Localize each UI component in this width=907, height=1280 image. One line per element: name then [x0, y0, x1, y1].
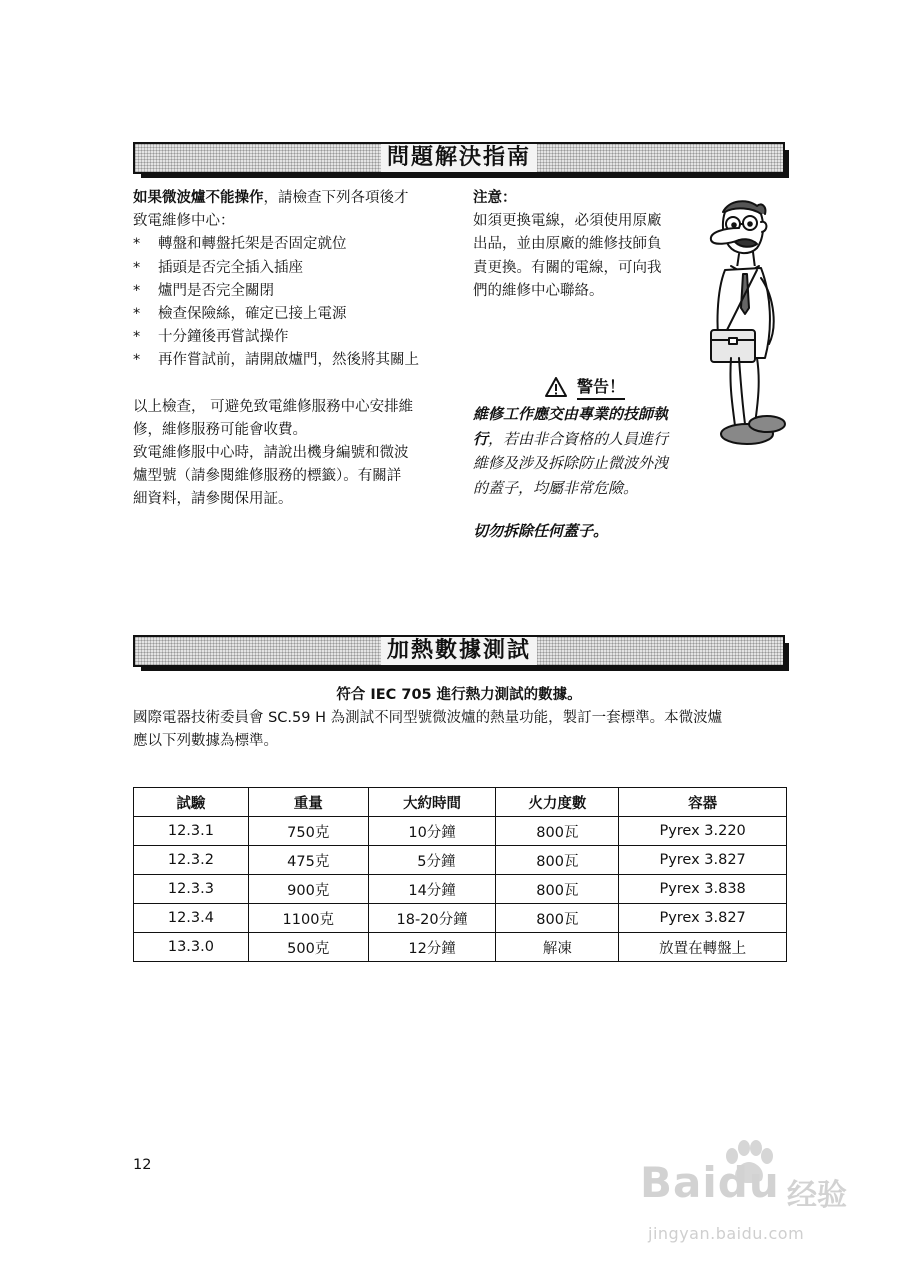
cell-weight: 475克	[248, 846, 368, 875]
page-number: 12	[133, 1157, 152, 1173]
cell-weight: 750克	[248, 817, 368, 846]
warning-heading	[545, 374, 625, 400]
cell-weight: 500克	[248, 933, 368, 962]
warning-line-3: 維修及涉及拆除防止微波外洩	[473, 454, 669, 472]
check-text: 檢查保險絲，確定已接上電源	[158, 306, 347, 323]
table-row	[134, 875, 787, 904]
bullet-star: *	[133, 306, 141, 323]
intro-line-2: 致電維修中心：	[133, 213, 235, 230]
column-header-power: 火力度數	[496, 788, 619, 817]
cell-weight: 900克	[248, 875, 368, 904]
warning-body	[473, 402, 708, 500]
column-header-container: 容器	[619, 788, 787, 817]
watermark-url: jingyan.baidu.com	[648, 1224, 805, 1243]
warning-line-2-rest: ，若由非合資格的人員進行	[488, 429, 669, 448]
note-block	[473, 187, 708, 303]
heating-intro-line-2: 應以下列數據為標準。	[133, 733, 278, 750]
baidu-watermark	[640, 1140, 880, 1270]
bullet-star: *	[133, 329, 141, 346]
cell-container: Pyrex 3.220	[619, 817, 787, 846]
troubleshooting-title: 問題解決指南	[381, 144, 537, 172]
bullet-star: *	[133, 282, 141, 299]
list-item	[133, 280, 468, 303]
heating-test-banner	[133, 635, 785, 667]
table-row	[134, 846, 787, 875]
column-header-weight: 重量	[248, 788, 368, 817]
warning-line-1: 維修工作應交由專業的技師執	[473, 405, 669, 423]
table-row	[134, 817, 787, 846]
list-item	[133, 257, 468, 280]
table-header-row	[134, 788, 787, 817]
column-header-time: 大約時間	[368, 788, 496, 817]
heating-test-table	[133, 787, 787, 962]
watermark-cn: 经验	[787, 1178, 847, 1213]
cell-test: 12.3.2	[134, 846, 249, 875]
intro-rest: ，請檢查下列各項後才	[263, 190, 409, 206]
check-text: 爐門是否完全關閉	[158, 282, 274, 299]
check-text: 再作嘗試前，請開啟爐門，然後將其關上	[158, 352, 419, 369]
para2-line-3: 細資料，請參閱保用証。	[133, 491, 293, 508]
cell-test: 12.3.3	[134, 875, 249, 904]
cell-test: 13.3.0	[134, 933, 249, 962]
table-row	[134, 904, 787, 933]
warning-line-4: 的蓋子，均屬非常危險。	[473, 478, 639, 497]
heating-test-subtitle: 符合 IEC 705 進行熱力測試的數據。	[336, 687, 582, 703]
list-item	[133, 349, 468, 372]
check-text: 插頭是否完全插入插座	[158, 259, 303, 276]
note-title: 注意：	[473, 190, 517, 206]
table-row	[134, 933, 787, 962]
para1-line-2: 修，維修服務可能會收費。	[133, 421, 307, 438]
warning-line-2-bold: 行	[473, 429, 489, 448]
list-item	[133, 233, 468, 256]
cell-power: 800瓦	[496, 875, 619, 904]
warning-line-2	[473, 427, 708, 452]
cell-container: Pyrex 3.838	[619, 875, 787, 904]
para2-line-2: 爐型號（請參閱維修服務的標籤）。有關詳	[133, 468, 402, 485]
cell-power: 解凍	[496, 933, 619, 962]
bullet-star: *	[133, 236, 141, 253]
heating-test-title: 加熱數據測試	[381, 637, 537, 665]
technician-illustration	[695, 198, 795, 468]
warning-title: 警告！	[577, 374, 625, 400]
cell-time: 5分鐘	[368, 846, 496, 875]
list-item	[133, 326, 468, 349]
troubleshooting-left-column	[133, 187, 468, 512]
note-line-4: 們的維修中心聯絡。	[473, 282, 604, 299]
cell-container: 放置在轉盤上	[619, 933, 787, 962]
cell-power: 800瓦	[496, 817, 619, 846]
cell-time: 14分鐘	[368, 875, 496, 904]
cell-time: 12分鐘	[368, 933, 496, 962]
cell-power: 800瓦	[496, 904, 619, 933]
note-line-3: 責更換。有關的電線，可向我	[473, 259, 662, 276]
list-item	[133, 303, 468, 326]
intro-line-1	[133, 187, 468, 210]
note-line-2: 出品，並由原廠的維修技師負	[473, 236, 662, 253]
cell-container: Pyrex 3.827	[619, 904, 787, 933]
checklist	[133, 233, 468, 372]
column-header-test: 試驗	[134, 788, 249, 817]
intro-bold: 如果微波爐不能操作	[133, 190, 264, 206]
heating-test-intro	[133, 707, 793, 753]
bullet-star: *	[133, 352, 141, 369]
bullet-star: *	[133, 259, 141, 276]
watermark-logo: Baidu	[640, 1158, 780, 1207]
cell-weight: 1100克	[248, 904, 368, 933]
cell-container: Pyrex 3.827	[619, 846, 787, 875]
heating-intro-line-1: 國際電器技術委員會 SC.59 H 為測試不同型號微波爐的熱量功能，製訂一套標準。本微波爐	[133, 710, 723, 726]
warning-final: 切勿拆除任何蓋子。	[473, 522, 609, 540]
warning-triangle-icon	[545, 377, 567, 397]
cell-time: 18-20分鐘	[368, 904, 496, 933]
cell-test: 12.3.1	[134, 817, 249, 846]
cell-power: 800瓦	[496, 846, 619, 875]
note-line-1: 如須更換電線，必須使用原廠	[473, 213, 662, 230]
check-text: 十分鐘後再嘗試操作	[158, 329, 289, 346]
troubleshooting-banner	[133, 142, 785, 174]
para1-line-1: 以上檢查， 可避免致電維修服務中心安排維	[133, 398, 414, 415]
check-text: 轉盤和轉盤托架是否固定就位	[158, 236, 347, 253]
cell-test: 12.3.4	[134, 904, 249, 933]
cell-time: 10分鐘	[368, 817, 496, 846]
para2-line-1: 致電維修服中心時，請說出機身編號和微波	[133, 445, 409, 462]
